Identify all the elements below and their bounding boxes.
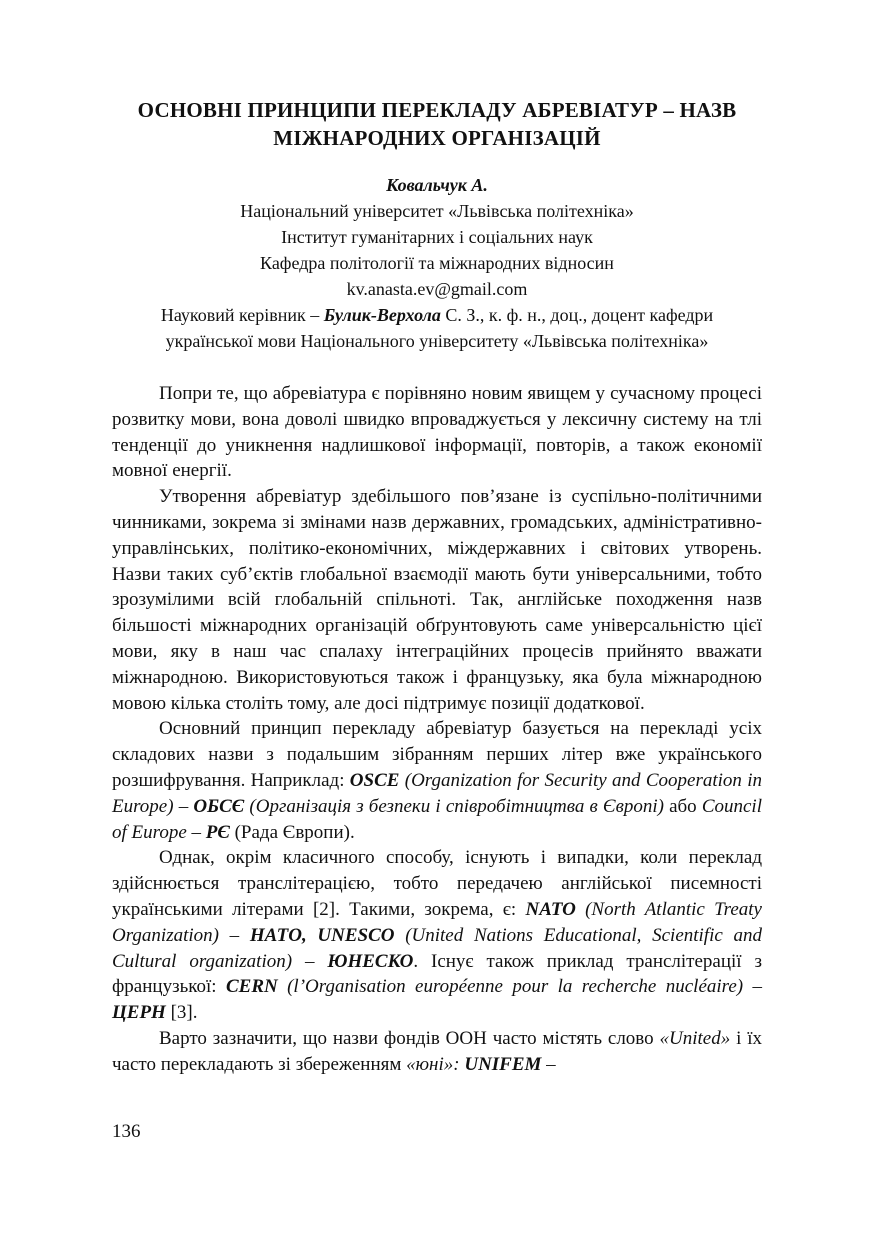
p3-text-3: – — [186, 821, 206, 843]
supervisor-prefix: Науковий керівник – — [160, 305, 324, 325]
p5-text-4: – — [541, 1053, 556, 1075]
supervisor-name: Булик-Верхола — [323, 305, 441, 325]
p3-text-4: (Рада Європи). — [229, 821, 355, 843]
p3-italic-1: (Organization for Security and Cooperation in Europe) – — [112, 769, 762, 817]
supervisor-line-2: української мови Національного університету «Львівська політехніка» — [165, 331, 709, 351]
p4-bold-2: НАТО, UNESCO — [249, 924, 395, 946]
author-department: Кафедра політології та міжнародних відносин — [260, 253, 614, 273]
p4-bold-5: ЦЕРН — [112, 1002, 166, 1024]
article — [112, 96, 762, 1078]
p5-italic-2: «юні»: — [406, 1053, 460, 1075]
paragraph-4 — [112, 845, 762, 1026]
paragraph-3 — [112, 716, 762, 845]
p5-bold-1: UNIFEM — [464, 1053, 542, 1075]
author-email: kv.anasta.ev@gmail.com — [346, 279, 528, 299]
article-title — [112, 96, 762, 152]
author-block — [112, 172, 762, 354]
author-institute: Інститут гуманітарних і соціальних наук — [281, 227, 593, 247]
p3-italic-3: Council of Europe — [112, 795, 762, 843]
p5-text-2: і їх часто перекладають зі збереженням — [112, 1027, 762, 1075]
p3-italic-2: (Організація з безпеки і співробітництва в Європі) — [244, 795, 664, 817]
p4-text-2: . Існує також приклад транслітерації з французької: — [112, 950, 762, 998]
p4-bold-4: CERN — [225, 976, 278, 998]
paragraph-2: Утворення абревіатур здебільшого пов’язане із суспільно-політичними чинниками, зокрема зі змінами назв державних, громадських, адміністративно-управлінських, політико-економічних, міждержавних і світових утворень. Назви таких суб’єктів глобальної взаємодії мають бути універсальними, тобто зрозумілими всій глобальній спільноті. Так, англійське походження назв більшості міжнародних організацій обґрунтовують саме універсальністю цієї мови, яку в наш час спалаху інтеграційних процесів прийнято вважати міжнародною. Використовуються також і французьку, яка була міжнародною мовою кілька століть тому, але досі підтримує позиції додаткової. — [112, 486, 762, 714]
paragraph-5 — [112, 1026, 762, 1078]
p4-bold-3: ЮНЕСКО — [327, 950, 414, 972]
p4-italic-3: (l’Organisation européenne pour la recherche nucléaire) – — [277, 976, 762, 998]
author-name: Ковальчук А. — [386, 175, 488, 195]
p4-bold-1: NATO — [525, 898, 576, 920]
p3-text-2: або — [663, 795, 702, 817]
title-line-2: МІЖНАРОДНИХ ОРГАНІЗАЦІЙ — [273, 126, 601, 150]
article-body — [112, 381, 762, 1078]
author-university: Національний університет «Львівська політехніка» — [240, 201, 634, 221]
paragraph-1: Попри те, що абревіатура є порівняно новим явищем у сучасному процесі розвитку мови, вона доволі швидко впроваджується у лексичну систему на тлі тенденції до уникнення надлишкової інформації, повторів, а також економії мовної енергії. — [112, 383, 762, 482]
supervisor-line — [112, 302, 762, 328]
p5-text-1: Варто зазначити, що назви фондів ООН часто містять слово — [159, 1027, 660, 1049]
p4-text-3: [3]. — [165, 1002, 198, 1024]
p5-italic-1: «United» — [659, 1027, 731, 1049]
p3-bold-2: ОБСЄ — [193, 795, 245, 817]
p3-text-1: Основний принцип перекладу абревіатур базується на перекладі усіх складових назви з подальшим зібранням перших літер вже українського розшифрування. Наприклад: — [112, 718, 762, 791]
title-line-1: ОСНОВНІ ПРИНЦИПИ ПЕРЕКЛАДУ АБРЕВІАТУР – НАЗВ — [137, 98, 737, 122]
p3-bold-1: OSCE — [349, 769, 400, 791]
p3-bold-3: РЄ — [205, 821, 230, 843]
supervisor-details: С. З., к. ф. н., доц., доцент кафедри — [440, 305, 714, 325]
p4-italic-2: (United Nations Educational, Scientific and Cultural organization) – — [112, 924, 763, 972]
p4-text-1: Однак, окрім класичного способу, існують і випадки, коли переклад здійснюється транслітерацією, тобто передачею англійської писемності українськими літерами [2]. Такими, зокрема, є: — [112, 847, 762, 920]
page-number: 136 — [112, 1121, 141, 1142]
p4-italic-1: (North Atlantic Treaty Organization) – — [112, 898, 762, 946]
